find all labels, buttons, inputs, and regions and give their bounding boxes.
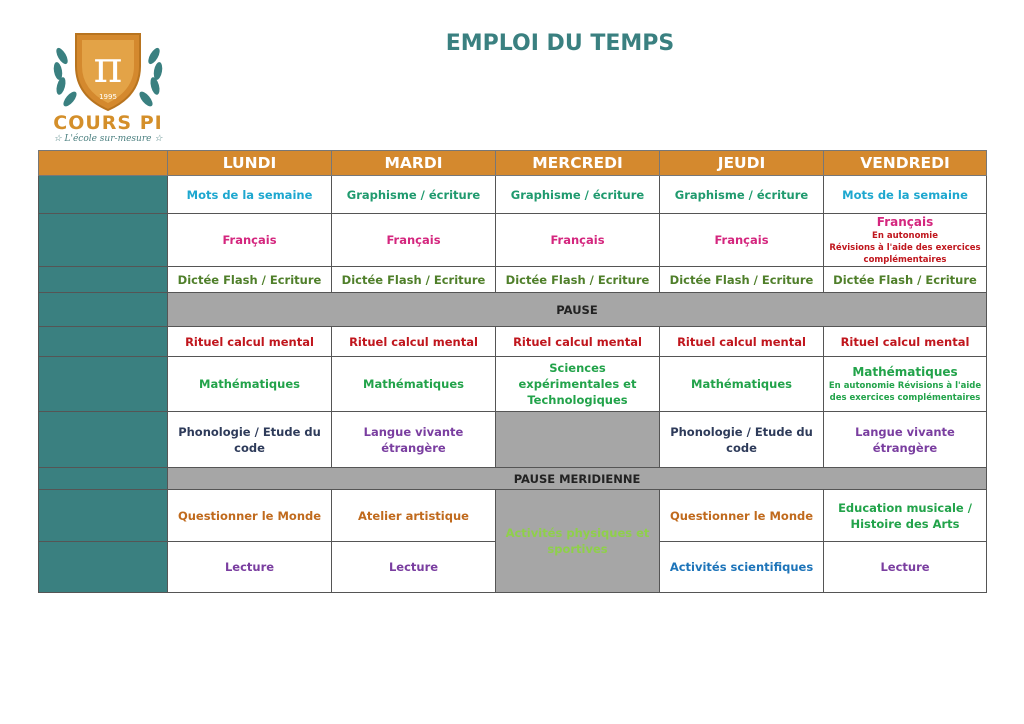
- table-row: [39, 267, 987, 293]
- lesson-cell: Mots de la semaine: [824, 176, 987, 214]
- logo-tagline: ☆ L'école sur-mesure ☆: [53, 134, 163, 144]
- lesson-cell: Questionner le Monde: [660, 490, 824, 542]
- lesson-cell-sport: Activités physiques et sportives: [496, 490, 660, 593]
- time-slot-cell: [39, 327, 168, 357]
- lesson-cell: Graphisme / écriture: [496, 176, 660, 214]
- day-header-tuesday: MARDI: [332, 151, 496, 176]
- table-row: [39, 214, 987, 267]
- lesson-title: Français: [876, 215, 934, 229]
- lesson-cell: Français: [496, 214, 660, 267]
- lesson-cell: Dictée Flash / Ecriture: [824, 267, 987, 293]
- pi-symbol: π: [93, 42, 123, 93]
- day-header-friday: VENDREDI: [824, 151, 987, 176]
- lesson-cell: Dictée Flash / Ecriture: [332, 267, 496, 293]
- lesson-cell: Questionner le Monde: [168, 490, 332, 542]
- lesson-cell: Phonologie / Etude du code: [168, 412, 332, 468]
- table-row: [39, 412, 987, 468]
- lesson-cell: Mathématiques: [660, 357, 824, 412]
- lesson-cell: Sciences expérimentales et Technologiques: [496, 357, 660, 412]
- lesson-cell: Français: [332, 214, 496, 267]
- table-row: [39, 490, 987, 542]
- lesson-cell-friday-french: [824, 214, 987, 267]
- table-row: [39, 176, 987, 214]
- logo-year: 1995: [99, 93, 117, 101]
- lesson-cell: Dictée Flash / Ecriture: [660, 267, 824, 293]
- lesson-cell: Français: [168, 214, 332, 267]
- lesson-cell: Education musicale / Histoire des Arts: [824, 490, 987, 542]
- lesson-cell: Rituel calcul mental: [660, 327, 824, 357]
- table-row: [39, 327, 987, 357]
- empty-cell: [496, 412, 660, 468]
- logo-name: COURS PI: [53, 112, 163, 134]
- lesson-note: En autonomie Révisions à l'aide des exercices complémentaires: [828, 381, 982, 403]
- lesson-cell: Langue vivante étrangère: [824, 412, 987, 468]
- time-slot-cell: [39, 214, 168, 267]
- time-slot-cell: [39, 357, 168, 412]
- lesson-cell: Graphisme / écriture: [660, 176, 824, 214]
- time-slot-cell: [39, 468, 168, 490]
- day-header-thursday: JEUDI: [660, 151, 824, 176]
- lesson-cell: Mots de la semaine: [168, 176, 332, 214]
- page-title: EMPLOI DU TEMPS: [445, 31, 675, 56]
- lesson-cell: Français: [660, 214, 824, 267]
- lesson-cell: Mathématiques: [332, 357, 496, 412]
- pause-cell: PAUSE: [168, 293, 987, 327]
- pause-row: [39, 293, 987, 327]
- lesson-cell: Mathématiques: [168, 357, 332, 412]
- lesson-cell: Rituel calcul mental: [168, 327, 332, 357]
- lesson-cell: Phonologie / Etude du code: [660, 412, 824, 468]
- lesson-cell-friday-maths: [824, 357, 987, 412]
- lesson-cell: Activités scientifiques: [660, 542, 824, 593]
- time-slot-cell: [39, 293, 168, 327]
- school-logo: [48, 26, 168, 148]
- lesson-cell: Dictée Flash / Ecriture: [496, 267, 660, 293]
- pause-meridienne-cell: PAUSE MERIDIENNE: [168, 468, 987, 490]
- time-slot-cell: [39, 542, 168, 593]
- lesson-cell: Rituel calcul mental: [824, 327, 987, 357]
- header-row: [39, 151, 987, 176]
- time-slot-cell: [39, 267, 168, 293]
- table-row: [39, 357, 987, 412]
- lesson-title: Mathématiques: [852, 365, 958, 379]
- time-slot-cell: [39, 490, 168, 542]
- lesson-cell: Graphisme / écriture: [332, 176, 496, 214]
- lesson-cell: Langue vivante étrangère: [332, 412, 496, 468]
- lesson-cell: Lecture: [332, 542, 496, 593]
- lesson-cell: Atelier artistique: [332, 490, 496, 542]
- pause-meridienne-row: [39, 468, 987, 490]
- time-slot-cell: [39, 176, 168, 214]
- lesson-cell: Rituel calcul mental: [496, 327, 660, 357]
- lesson-cell: Dictée Flash / Ecriture: [168, 267, 332, 293]
- time-slot-cell: [39, 412, 168, 468]
- timetable: [38, 150, 987, 593]
- corner-cell: [39, 151, 168, 176]
- day-header-monday: LUNDI: [168, 151, 332, 176]
- lesson-cell: Lecture: [168, 542, 332, 593]
- lesson-cell: Lecture: [824, 542, 987, 593]
- day-header-wednesday: MERCREDI: [496, 151, 660, 176]
- lesson-note: En autonomie: [872, 231, 938, 241]
- lesson-note: Révisions à l'aide des exercices complémentaires: [829, 243, 981, 265]
- lesson-cell: Rituel calcul mental: [332, 327, 496, 357]
- laurel-shield-icon: [48, 26, 168, 116]
